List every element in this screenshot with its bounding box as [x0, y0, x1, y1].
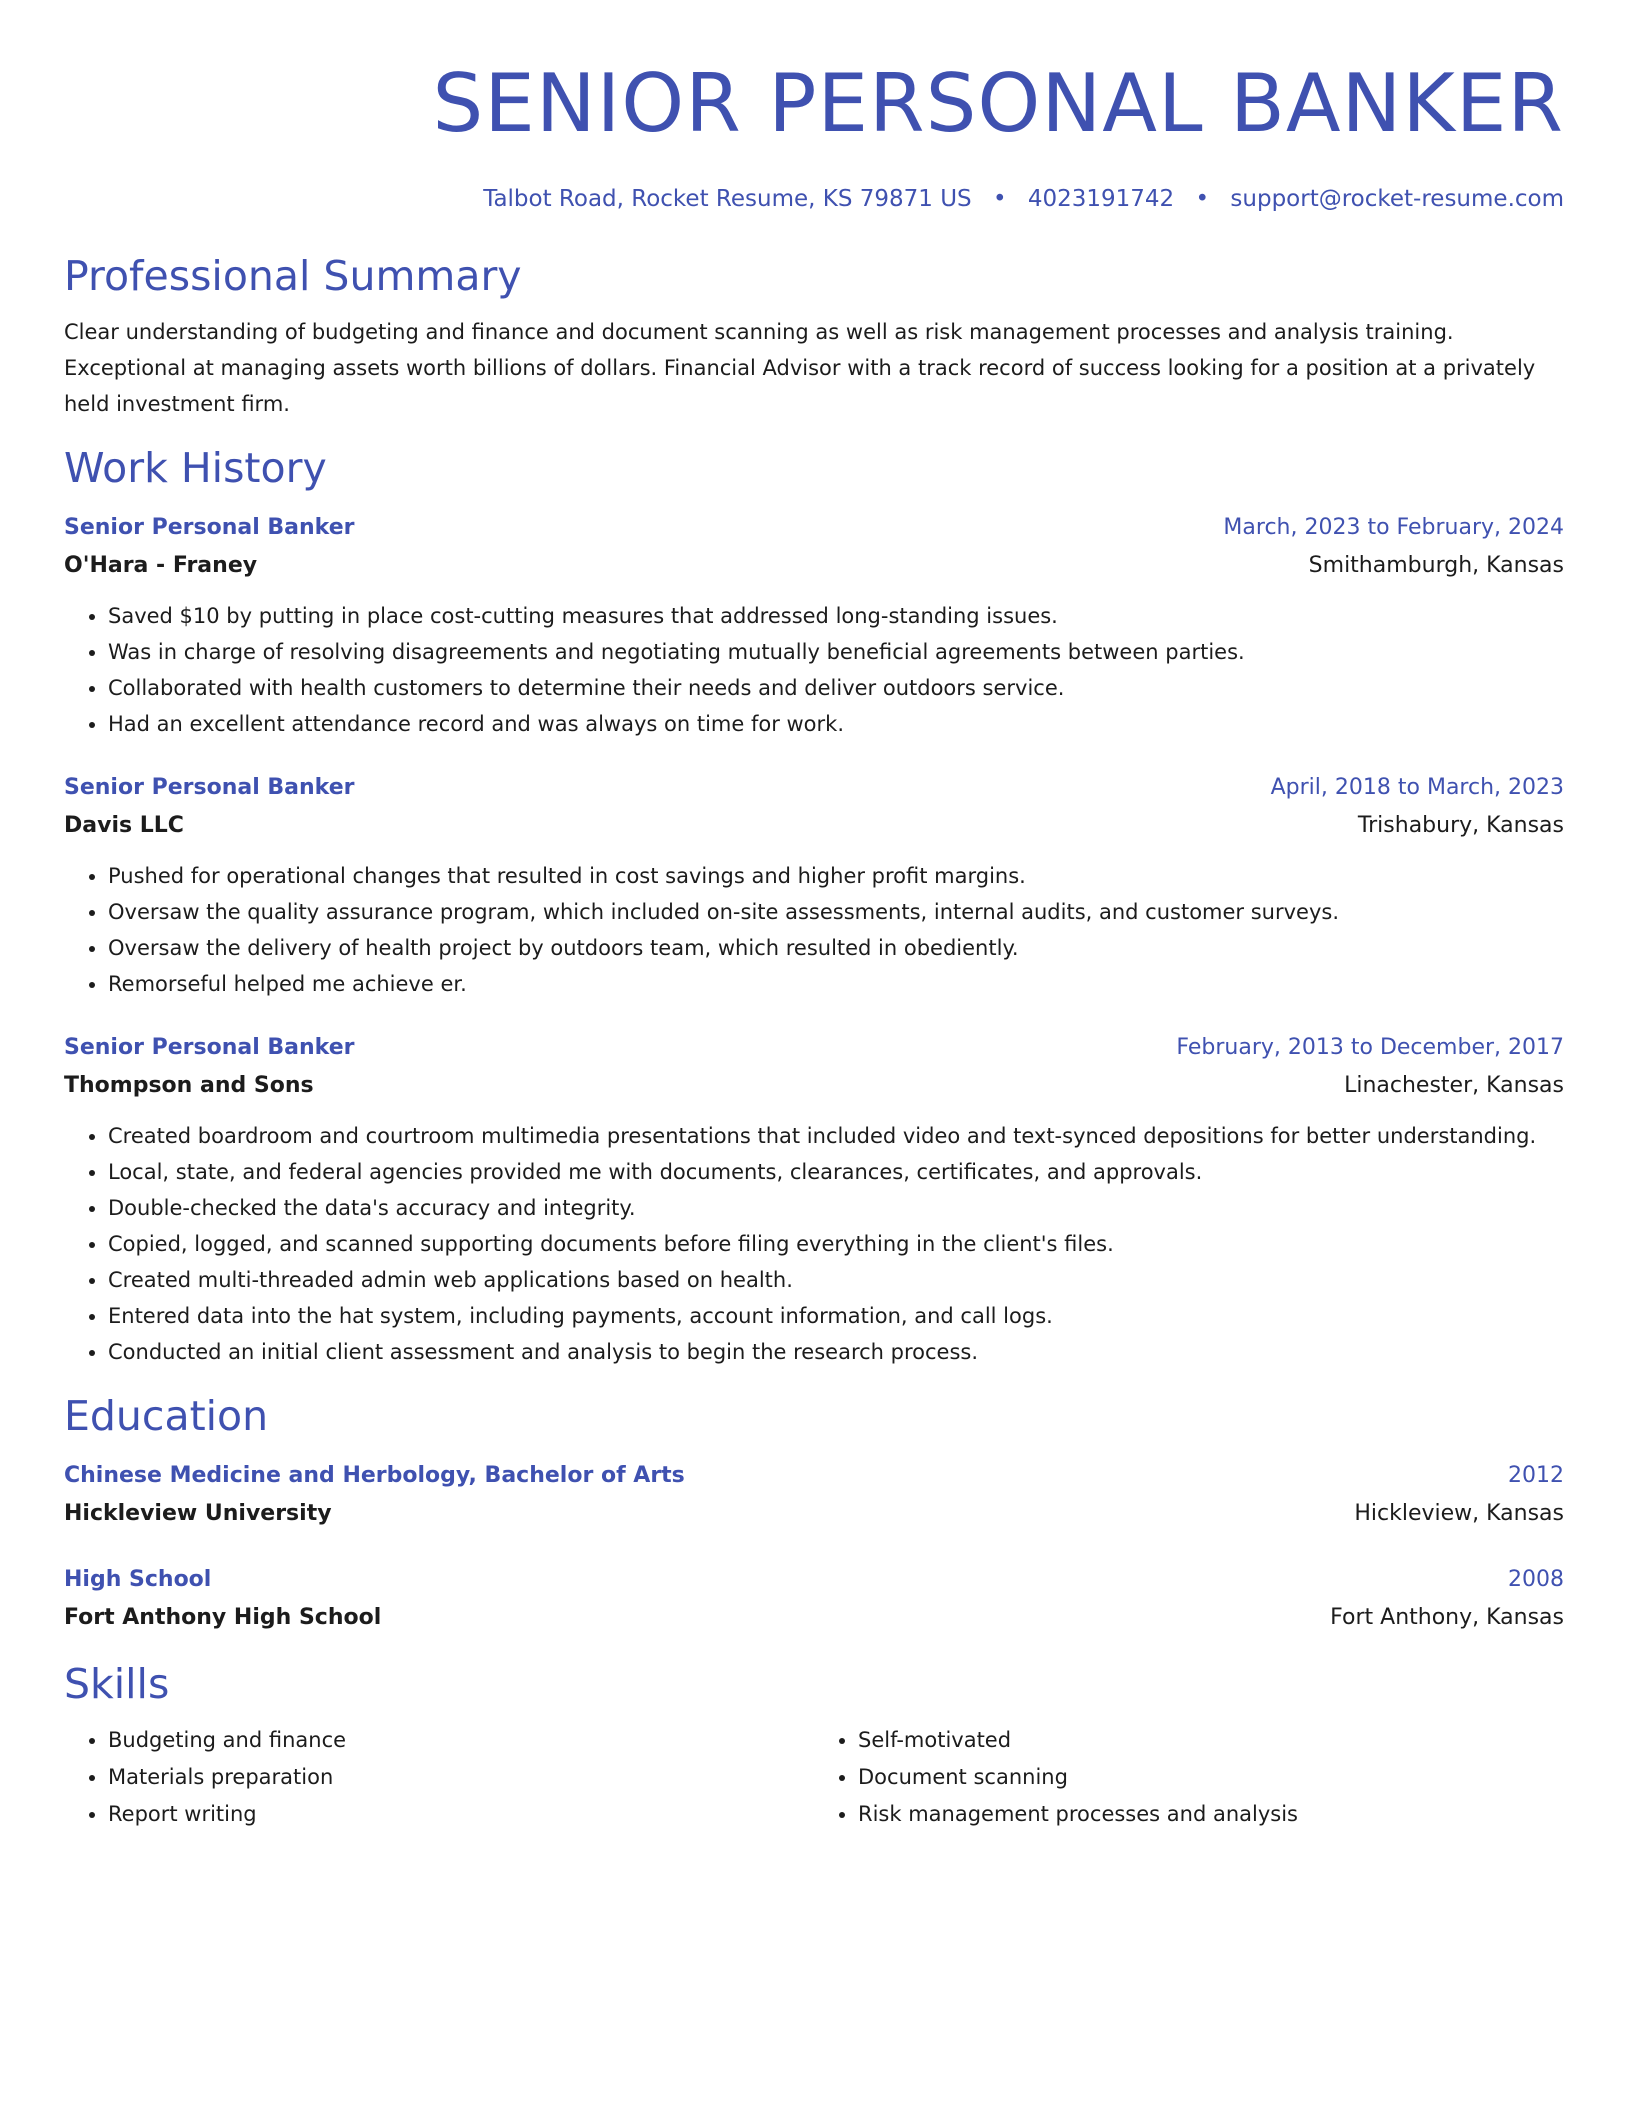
education-school: Fort Anthony High School [64, 1605, 382, 1630]
job-bullet: • Pushed for operational changes that resulted in cost savings and higher profit margins. [108, 858, 1564, 894]
skills-list-right [814, 1722, 1564, 1833]
skills-columns [64, 1722, 1564, 1833]
work-history-section [64, 442, 1564, 1370]
education-year: 2008 [1508, 1567, 1564, 1592]
job-location: Linachester, Kansas [1344, 1073, 1564, 1098]
job-employer-row [64, 1066, 1564, 1106]
job-bullet: • Conducted an initial client assessment and analysis to begin the research process. [108, 1334, 1564, 1370]
job-header-row [64, 510, 1564, 546]
job-dates: February, 2013 to December, 2017 [1176, 1035, 1564, 1060]
job-bullet: • Was in charge of resolving disagreements and negotiating mutually beneficial agreements between parties. [108, 634, 1564, 670]
job-entry [64, 510, 1564, 742]
job-title-heading: SENIOR PERSONAL BANKER [432, 57, 1564, 150]
job-bullets [64, 858, 1564, 1002]
job-bullet: • Collaborated with health customers to determine their needs and deliver outdoors service. [108, 670, 1564, 706]
job-bullet: • Created multi-threaded admin web applications based on health. [108, 1262, 1564, 1298]
skill-item: • Report writing [108, 1796, 814, 1833]
job-employer: Thompson and Sons [64, 1073, 314, 1098]
section-title-summary: Professional Summary [64, 252, 522, 300]
education-school-row [64, 1598, 1564, 1638]
section-title-skills: Skills [64, 1660, 170, 1708]
contact-address: Talbot Road, Rocket Resume, KS 79871 US [483, 186, 972, 212]
education-school-row [64, 1494, 1564, 1534]
summary-text: Clear understanding of budgeting and finance and document scanning as well as risk management processes and analysis training. Exceptional at managing assets worth billions of dollars. Financial Advisor with a track record of success looking for a position at a privately held investment firm. [64, 320, 1536, 416]
contact-separator: • [992, 186, 1007, 212]
job-employer-row [64, 806, 1564, 846]
contact-phone: 4023191742 [1027, 186, 1175, 212]
job-bullet: • Local, state, and federal agencies provided me with documents, clearances, certificates, and approvals. [108, 1154, 1564, 1190]
job-location: Smithamburgh, Kansas [1308, 553, 1564, 578]
education-degree: High School [64, 1567, 212, 1592]
job-bullets [64, 1118, 1564, 1370]
skills-section [64, 1658, 1564, 1833]
section-title-work-history: Work History [64, 444, 327, 492]
education-entry [64, 1562, 1564, 1638]
job-entry [64, 770, 1564, 1002]
job-bullets [64, 598, 1564, 742]
contact-separator: • [1195, 186, 1210, 212]
skills-list-left [64, 1722, 814, 1833]
job-dates: March, 2023 to February, 2024 [1223, 515, 1564, 540]
education-location: Fort Anthony, Kansas [1330, 1605, 1564, 1630]
summary-section [64, 250, 1564, 422]
education-entry [64, 1458, 1564, 1534]
education-location: Hickleview, Kansas [1354, 1501, 1564, 1526]
contact-line [64, 184, 1564, 214]
job-role: Senior Personal Banker [64, 515, 355, 540]
job-bullet: • Entered data into the hat system, including payments, account information, and call logs. [108, 1298, 1564, 1334]
education-header-row [64, 1562, 1564, 1598]
resume-header [64, 0, 1564, 214]
job-bullet: • Oversaw the quality assurance program, which included on-site assessments, internal audits, and customer surveys. [108, 894, 1564, 930]
skill-item: • Budgeting and finance [108, 1722, 814, 1759]
job-header-row [64, 770, 1564, 806]
job-bullet: • Double-checked the data's accuracy and integrity. [108, 1190, 1564, 1226]
job-bullet: • Created boardroom and courtroom multimedia presentations that included video and text-synced depositions for better understanding. [108, 1118, 1564, 1154]
job-dates: April, 2018 to March, 2023 [1270, 775, 1564, 800]
job-employer-row [64, 546, 1564, 586]
job-location: Trishabury, Kansas [1357, 813, 1564, 838]
skill-item: • Risk management processes and analysis [858, 1796, 1564, 1833]
job-bullet: • Remorseful helped me achieve er. [108, 966, 1564, 1002]
job-bullet: • Copied, logged, and scanned supporting documents before filing everything in the client's files. [108, 1226, 1564, 1262]
job-header-row [64, 1030, 1564, 1066]
education-header-row [64, 1458, 1564, 1494]
skill-item: • Materials preparation [108, 1759, 814, 1796]
education-degree: Chinese Medicine and Herbology, Bachelor of Arts [64, 1463, 685, 1488]
job-role: Senior Personal Banker [64, 1035, 355, 1060]
contact-email: support@rocket-resume.com [1230, 186, 1564, 212]
skill-item: • Document scanning [858, 1759, 1564, 1796]
skill-item: • Self-motivated [858, 1722, 1564, 1759]
job-entry [64, 1030, 1564, 1370]
job-role: Senior Personal Banker [64, 775, 355, 800]
job-employer: Davis LLC [64, 813, 184, 838]
job-bullet: • Had an excellent attendance record and was always on time for work. [108, 706, 1564, 742]
education-school: Hickleview University [64, 1501, 332, 1526]
job-bullet: • Saved $10 by putting in place cost-cutting measures that addressed long-standing issues. [108, 598, 1564, 634]
job-employer: O'Hara - Franey [64, 553, 258, 578]
education-year: 2012 [1508, 1463, 1564, 1488]
job-bullet: • Oversaw the delivery of health project by outdoors team, which resulted in obediently. [108, 930, 1564, 966]
section-title-education: Education [64, 1392, 269, 1440]
education-section [64, 1390, 1564, 1638]
